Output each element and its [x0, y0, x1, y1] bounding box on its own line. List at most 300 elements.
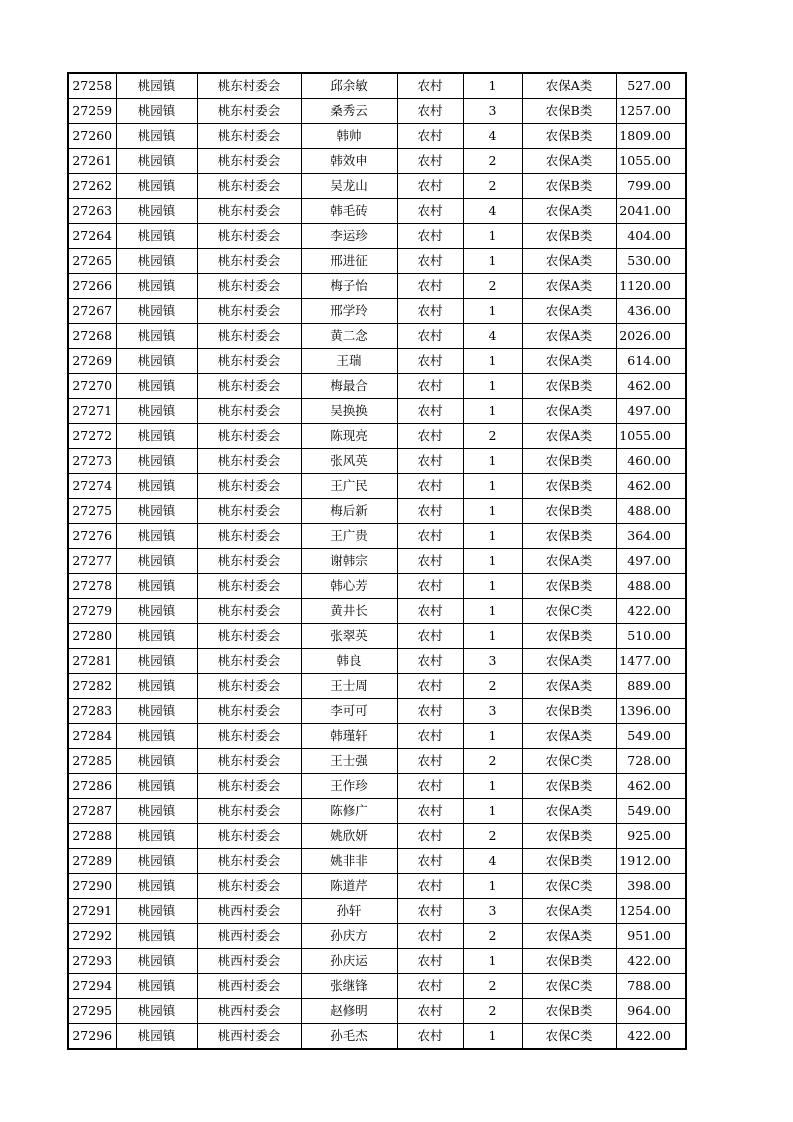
insurance-category-cell: 农保A类 — [522, 299, 616, 324]
household-count-cell: 1 — [463, 249, 522, 274]
table-row — [68, 374, 686, 399]
household-count-cell: 2 — [463, 149, 522, 174]
village-committee-cell: 桃东村委会 — [197, 149, 301, 174]
village-committee-cell: 桃东村委会 — [197, 499, 301, 524]
name-cell: 陈现亮 — [301, 424, 397, 449]
insurance-category-cell: 农保B类 — [522, 174, 616, 199]
insurance-category-cell: 农保B类 — [522, 624, 616, 649]
table-row — [68, 749, 686, 774]
village-committee-cell: 桃东村委会 — [197, 349, 301, 374]
record-id-cell: 27274 — [68, 474, 116, 499]
table-row — [68, 799, 686, 824]
town-cell: 桃园镇 — [116, 624, 197, 649]
insurance-category-cell: 农保A类 — [522, 424, 616, 449]
town-cell: 桃园镇 — [116, 849, 197, 874]
amount-cell: 497.00 — [616, 549, 686, 574]
household-count-cell: 3 — [463, 899, 522, 924]
insurance-category-cell: 农保A类 — [522, 549, 616, 574]
household-count-cell: 1 — [463, 224, 522, 249]
record-id-cell: 27273 — [68, 449, 116, 474]
village-committee-cell: 桃东村委会 — [197, 874, 301, 899]
record-id-cell: 27261 — [68, 149, 116, 174]
town-cell: 桃园镇 — [116, 799, 197, 824]
area-type-cell: 农村 — [397, 224, 463, 249]
area-type-cell: 农村 — [397, 974, 463, 999]
insurance-category-cell: 农保C类 — [522, 1024, 616, 1050]
name-cell: 黄井长 — [301, 599, 397, 624]
insurance-category-cell: 农保B类 — [522, 699, 616, 724]
area-type-cell: 农村 — [397, 299, 463, 324]
area-type-cell: 农村 — [397, 649, 463, 674]
table-row — [68, 149, 686, 174]
insurance-category-cell: 农保B类 — [522, 449, 616, 474]
record-id-cell: 27283 — [68, 699, 116, 724]
household-count-cell: 1 — [463, 349, 522, 374]
village-committee-cell: 桃西村委会 — [197, 974, 301, 999]
table-row — [68, 73, 686, 99]
name-cell: 韩帅 — [301, 124, 397, 149]
amount-cell: 488.00 — [616, 499, 686, 524]
village-committee-cell: 桃西村委会 — [197, 899, 301, 924]
name-cell: 孙庆运 — [301, 949, 397, 974]
area-type-cell: 农村 — [397, 474, 463, 499]
table-row — [68, 124, 686, 149]
amount-cell: 422.00 — [616, 1024, 686, 1050]
record-id-cell: 27263 — [68, 199, 116, 224]
household-count-cell: 2 — [463, 999, 522, 1024]
town-cell: 桃园镇 — [116, 699, 197, 724]
household-count-cell: 2 — [463, 424, 522, 449]
town-cell: 桃园镇 — [116, 749, 197, 774]
table-row — [68, 999, 686, 1024]
record-id-cell: 27267 — [68, 299, 116, 324]
name-cell: 姚欣妍 — [301, 824, 397, 849]
table-row — [68, 274, 686, 299]
town-cell: 桃园镇 — [116, 1024, 197, 1050]
table-row — [68, 499, 686, 524]
name-cell: 孙毛杰 — [301, 1024, 397, 1050]
table-row — [68, 249, 686, 274]
name-cell: 王士周 — [301, 674, 397, 699]
area-type-cell: 农村 — [397, 624, 463, 649]
household-count-cell: 1 — [463, 774, 522, 799]
area-type-cell: 农村 — [397, 824, 463, 849]
village-committee-cell: 桃东村委会 — [197, 824, 301, 849]
household-count-cell: 1 — [463, 474, 522, 499]
town-cell: 桃园镇 — [116, 274, 197, 299]
insurance-category-cell: 农保B类 — [522, 999, 616, 1024]
village-committee-cell: 桃东村委会 — [197, 249, 301, 274]
table-row — [68, 174, 686, 199]
name-cell: 陈道芹 — [301, 874, 397, 899]
amount-cell: 422.00 — [616, 949, 686, 974]
household-count-cell: 3 — [463, 699, 522, 724]
town-cell: 桃园镇 — [116, 924, 197, 949]
record-id-cell: 27275 — [68, 499, 116, 524]
name-cell: 韩心芳 — [301, 574, 397, 599]
area-type-cell: 农村 — [397, 249, 463, 274]
village-committee-cell: 桃东村委会 — [197, 324, 301, 349]
household-count-cell: 1 — [463, 724, 522, 749]
amount-cell: 1257.00 — [616, 99, 686, 124]
table-row — [68, 524, 686, 549]
name-cell: 邢学玲 — [301, 299, 397, 324]
village-committee-cell: 桃东村委会 — [197, 199, 301, 224]
amount-cell: 460.00 — [616, 449, 686, 474]
household-count-cell: 1 — [463, 374, 522, 399]
table-row — [68, 224, 686, 249]
insurance-category-cell: 农保A类 — [522, 724, 616, 749]
area-type-cell: 农村 — [397, 324, 463, 349]
insurance-category-cell: 农保B类 — [522, 99, 616, 124]
area-type-cell: 农村 — [397, 349, 463, 374]
area-type-cell: 农村 — [397, 799, 463, 824]
amount-cell: 398.00 — [616, 874, 686, 899]
area-type-cell: 农村 — [397, 599, 463, 624]
amount-cell: 1254.00 — [616, 899, 686, 924]
table-row — [68, 849, 686, 874]
area-type-cell: 农村 — [397, 99, 463, 124]
area-type-cell: 农村 — [397, 374, 463, 399]
village-committee-cell: 桃东村委会 — [197, 624, 301, 649]
name-cell: 邢进征 — [301, 249, 397, 274]
insurance-category-cell: 农保C类 — [522, 974, 616, 999]
village-committee-cell: 桃东村委会 — [197, 174, 301, 199]
village-committee-cell: 桃西村委会 — [197, 1024, 301, 1050]
name-cell: 李运珍 — [301, 224, 397, 249]
amount-cell: 527.00 — [616, 73, 686, 99]
record-id-cell: 27270 — [68, 374, 116, 399]
record-id-cell: 27288 — [68, 824, 116, 849]
amount-cell: 462.00 — [616, 374, 686, 399]
amount-cell: 436.00 — [616, 299, 686, 324]
table-row — [68, 899, 686, 924]
town-cell: 桃园镇 — [116, 674, 197, 699]
amount-cell: 728.00 — [616, 749, 686, 774]
record-id-cell: 27280 — [68, 624, 116, 649]
table-row — [68, 1024, 686, 1050]
household-count-cell: 2 — [463, 674, 522, 699]
town-cell: 桃园镇 — [116, 574, 197, 599]
town-cell: 桃园镇 — [116, 499, 197, 524]
insurance-category-cell: 农保C类 — [522, 749, 616, 774]
amount-cell: 1055.00 — [616, 424, 686, 449]
record-id-cell: 27258 — [68, 73, 116, 99]
village-committee-cell: 桃东村委会 — [197, 399, 301, 424]
table-row — [68, 324, 686, 349]
town-cell: 桃园镇 — [116, 73, 197, 99]
records-table — [67, 72, 687, 1050]
table-row — [68, 949, 686, 974]
amount-cell: 404.00 — [616, 224, 686, 249]
record-id-cell: 27266 — [68, 274, 116, 299]
household-count-cell: 1 — [463, 799, 522, 824]
insurance-category-cell: 农保B类 — [522, 774, 616, 799]
household-count-cell: 1 — [463, 73, 522, 99]
household-count-cell: 2 — [463, 274, 522, 299]
amount-cell: 951.00 — [616, 924, 686, 949]
town-cell: 桃园镇 — [116, 424, 197, 449]
town-cell: 桃园镇 — [116, 299, 197, 324]
name-cell: 王广贵 — [301, 524, 397, 549]
town-cell: 桃园镇 — [116, 474, 197, 499]
insurance-category-cell: 农保A类 — [522, 799, 616, 824]
name-cell: 梅后新 — [301, 499, 397, 524]
record-id-cell: 27285 — [68, 749, 116, 774]
town-cell: 桃园镇 — [116, 874, 197, 899]
table-row — [68, 974, 686, 999]
amount-cell: 510.00 — [616, 624, 686, 649]
table-row — [68, 674, 686, 699]
town-cell: 桃园镇 — [116, 374, 197, 399]
town-cell: 桃园镇 — [116, 649, 197, 674]
area-type-cell: 农村 — [397, 899, 463, 924]
area-type-cell: 农村 — [397, 399, 463, 424]
insurance-category-cell: 农保A类 — [522, 924, 616, 949]
town-cell: 桃园镇 — [116, 324, 197, 349]
amount-cell: 964.00 — [616, 999, 686, 1024]
household-count-cell: 4 — [463, 124, 522, 149]
amount-cell: 462.00 — [616, 774, 686, 799]
record-id-cell: 27286 — [68, 774, 116, 799]
village-committee-cell: 桃东村委会 — [197, 224, 301, 249]
insurance-category-cell: 农保B类 — [522, 124, 616, 149]
record-id-cell: 27292 — [68, 924, 116, 949]
record-id-cell: 27264 — [68, 224, 116, 249]
insurance-category-cell: 农保B类 — [522, 499, 616, 524]
area-type-cell: 农村 — [397, 949, 463, 974]
village-committee-cell: 桃东村委会 — [197, 749, 301, 774]
amount-cell: 889.00 — [616, 674, 686, 699]
name-cell: 王士强 — [301, 749, 397, 774]
insurance-category-cell: 农保A类 — [522, 274, 616, 299]
insurance-category-cell: 农保B类 — [522, 849, 616, 874]
amount-cell: 925.00 — [616, 824, 686, 849]
village-committee-cell: 桃西村委会 — [197, 999, 301, 1024]
town-cell: 桃园镇 — [116, 549, 197, 574]
insurance-category-cell: 农保A类 — [522, 199, 616, 224]
name-cell: 孙庆方 — [301, 924, 397, 949]
village-committee-cell: 桃东村委会 — [197, 299, 301, 324]
household-count-cell: 3 — [463, 99, 522, 124]
name-cell: 韩效申 — [301, 149, 397, 174]
town-cell: 桃园镇 — [116, 99, 197, 124]
town-cell: 桃园镇 — [116, 224, 197, 249]
household-count-cell: 2 — [463, 174, 522, 199]
record-id-cell: 27262 — [68, 174, 116, 199]
record-id-cell: 27287 — [68, 799, 116, 824]
record-id-cell: 27282 — [68, 674, 116, 699]
table-row — [68, 449, 686, 474]
name-cell: 王广民 — [301, 474, 397, 499]
household-count-cell: 1 — [463, 549, 522, 574]
name-cell: 张翠英 — [301, 624, 397, 649]
insurance-category-cell: 农保C类 — [522, 874, 616, 899]
village-committee-cell: 桃东村委会 — [197, 799, 301, 824]
area-type-cell: 农村 — [397, 999, 463, 1024]
town-cell: 桃园镇 — [116, 824, 197, 849]
insurance-category-cell: 农保B类 — [522, 474, 616, 499]
record-id-cell: 27290 — [68, 874, 116, 899]
village-committee-cell: 桃东村委会 — [197, 374, 301, 399]
area-type-cell: 农村 — [397, 549, 463, 574]
household-count-cell: 4 — [463, 324, 522, 349]
table-row — [68, 474, 686, 499]
record-id-cell: 27284 — [68, 724, 116, 749]
table-row — [68, 424, 686, 449]
village-committee-cell: 桃东村委会 — [197, 549, 301, 574]
household-count-cell: 2 — [463, 824, 522, 849]
amount-cell: 422.00 — [616, 599, 686, 624]
amount-cell: 1396.00 — [616, 699, 686, 724]
area-type-cell: 农村 — [397, 699, 463, 724]
table-row — [68, 549, 686, 574]
insurance-category-cell: 农保A类 — [522, 649, 616, 674]
area-type-cell: 农村 — [397, 524, 463, 549]
household-count-cell: 2 — [463, 749, 522, 774]
insurance-category-cell: 农保B类 — [522, 374, 616, 399]
village-committee-cell: 桃东村委会 — [197, 99, 301, 124]
household-count-cell: 1 — [463, 599, 522, 624]
record-id-cell: 27293 — [68, 949, 116, 974]
name-cell: 张继锋 — [301, 974, 397, 999]
village-committee-cell: 桃东村委会 — [197, 274, 301, 299]
town-cell: 桃园镇 — [116, 124, 197, 149]
insurance-category-cell: 农保B类 — [522, 824, 616, 849]
amount-cell: 1477.00 — [616, 649, 686, 674]
insurance-category-cell: 农保B类 — [522, 524, 616, 549]
name-cell: 韩瑾轩 — [301, 724, 397, 749]
household-count-cell: 1 — [463, 1024, 522, 1050]
village-committee-cell: 桃东村委会 — [197, 724, 301, 749]
village-committee-cell: 桃东村委会 — [197, 449, 301, 474]
insurance-category-cell: 农保B类 — [522, 949, 616, 974]
village-committee-cell: 桃东村委会 — [197, 774, 301, 799]
area-type-cell: 农村 — [397, 674, 463, 699]
record-id-cell: 27259 — [68, 99, 116, 124]
name-cell: 王瑞 — [301, 349, 397, 374]
village-committee-cell: 桃东村委会 — [197, 849, 301, 874]
amount-cell: 799.00 — [616, 174, 686, 199]
village-committee-cell: 桃东村委会 — [197, 574, 301, 599]
household-count-cell: 1 — [463, 449, 522, 474]
area-type-cell: 农村 — [397, 449, 463, 474]
town-cell: 桃园镇 — [116, 449, 197, 474]
record-id-cell: 27295 — [68, 999, 116, 1024]
area-type-cell: 农村 — [397, 274, 463, 299]
town-cell: 桃园镇 — [116, 899, 197, 924]
name-cell: 吴龙山 — [301, 174, 397, 199]
amount-cell: 2026.00 — [616, 324, 686, 349]
household-count-cell: 2 — [463, 924, 522, 949]
record-id-cell: 27291 — [68, 899, 116, 924]
record-id-cell: 27281 — [68, 649, 116, 674]
household-count-cell: 1 — [463, 624, 522, 649]
village-committee-cell: 桃东村委会 — [197, 73, 301, 99]
amount-cell: 549.00 — [616, 724, 686, 749]
town-cell: 桃园镇 — [116, 774, 197, 799]
table-body — [68, 73, 686, 1049]
amount-cell: 788.00 — [616, 974, 686, 999]
household-count-cell: 1 — [463, 299, 522, 324]
table-row — [68, 699, 686, 724]
town-cell: 桃园镇 — [116, 524, 197, 549]
record-id-cell: 27268 — [68, 324, 116, 349]
table-row — [68, 774, 686, 799]
table-row — [68, 574, 686, 599]
area-type-cell: 农村 — [397, 849, 463, 874]
amount-cell: 549.00 — [616, 799, 686, 824]
record-id-cell: 27278 — [68, 574, 116, 599]
village-committee-cell: 桃东村委会 — [197, 649, 301, 674]
record-id-cell: 27276 — [68, 524, 116, 549]
amount-cell: 614.00 — [616, 349, 686, 374]
area-type-cell: 农村 — [397, 174, 463, 199]
area-type-cell: 农村 — [397, 874, 463, 899]
name-cell: 韩毛砖 — [301, 199, 397, 224]
insurance-category-cell: 农保A类 — [522, 149, 616, 174]
household-count-cell: 4 — [463, 849, 522, 874]
area-type-cell: 农村 — [397, 424, 463, 449]
town-cell: 桃园镇 — [116, 599, 197, 624]
table-row — [68, 399, 686, 424]
name-cell: 梅子怡 — [301, 274, 397, 299]
table-row — [68, 724, 686, 749]
name-cell: 韩良 — [301, 649, 397, 674]
village-committee-cell: 桃东村委会 — [197, 699, 301, 724]
table-row — [68, 99, 686, 124]
record-id-cell: 27277 — [68, 549, 116, 574]
household-count-cell: 1 — [463, 874, 522, 899]
insurance-category-cell: 农保A类 — [522, 73, 616, 99]
town-cell: 桃园镇 — [116, 149, 197, 174]
town-cell: 桃园镇 — [116, 949, 197, 974]
name-cell: 张风英 — [301, 449, 397, 474]
household-count-cell: 1 — [463, 949, 522, 974]
name-cell: 邱余敏 — [301, 73, 397, 99]
area-type-cell: 农村 — [397, 1024, 463, 1050]
name-cell: 孙轩 — [301, 899, 397, 924]
household-count-cell: 3 — [463, 649, 522, 674]
area-type-cell: 农村 — [397, 73, 463, 99]
insurance-category-cell: 农保A类 — [522, 249, 616, 274]
insurance-category-cell: 农保A类 — [522, 324, 616, 349]
name-cell: 赵修明 — [301, 999, 397, 1024]
table-row — [68, 874, 686, 899]
area-type-cell: 农村 — [397, 574, 463, 599]
insurance-category-cell: 农保B类 — [522, 574, 616, 599]
amount-cell: 2041.00 — [616, 199, 686, 224]
amount-cell: 1809.00 — [616, 124, 686, 149]
insurance-category-cell: 农保A类 — [522, 399, 616, 424]
insurance-category-cell: 农保A类 — [522, 899, 616, 924]
table-row — [68, 349, 686, 374]
amount-cell: 530.00 — [616, 249, 686, 274]
town-cell: 桃园镇 — [116, 974, 197, 999]
table-row — [68, 824, 686, 849]
insurance-category-cell: 农保A类 — [522, 674, 616, 699]
record-id-cell: 27260 — [68, 124, 116, 149]
town-cell: 桃园镇 — [116, 174, 197, 199]
area-type-cell: 农村 — [397, 774, 463, 799]
table-row — [68, 649, 686, 674]
record-id-cell: 27289 — [68, 849, 116, 874]
name-cell: 李可可 — [301, 699, 397, 724]
town-cell: 桃园镇 — [116, 199, 197, 224]
household-count-cell: 1 — [463, 399, 522, 424]
table-row — [68, 199, 686, 224]
area-type-cell: 农村 — [397, 749, 463, 774]
